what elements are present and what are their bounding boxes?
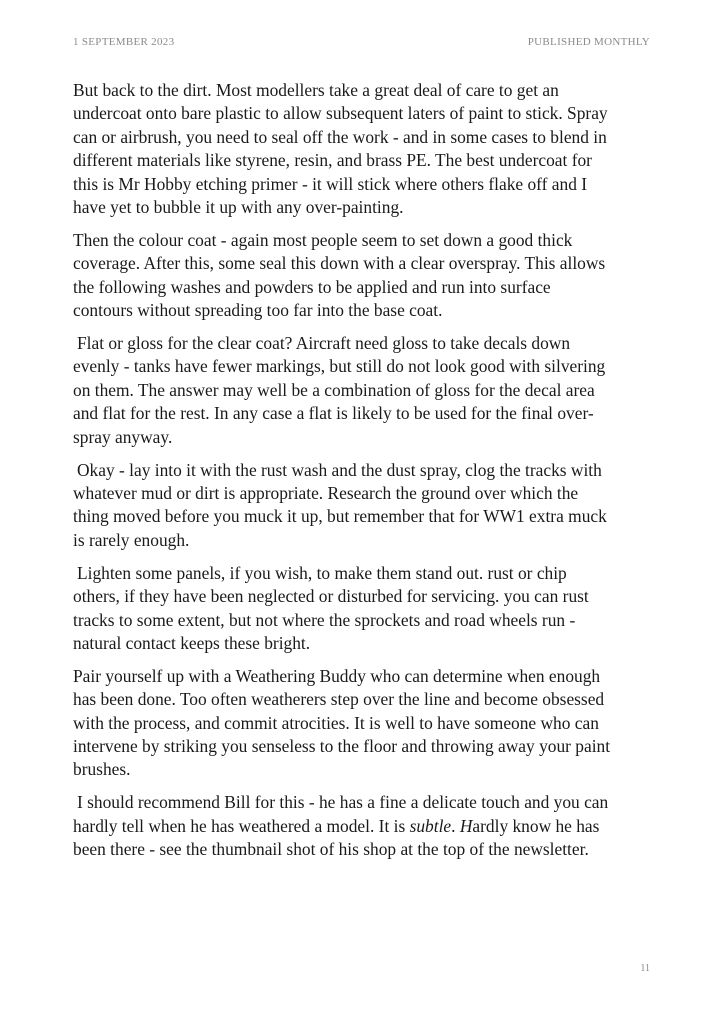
paragraph-colour-coat <box>73 229 658 323</box>
text-line: undercoat onto bare plastic to allow subsequent laters of paint to stick. Spray <box>73 103 608 124</box>
text-line: the following washes and powders to be applied and run into surface <box>73 276 551 297</box>
emphasis-subtle: subtle <box>409 815 452 836</box>
text-line: intervene by striking you senseless to the floor and throwing away your paint <box>73 736 611 757</box>
text-line: contours without spreading too far into the base coat. <box>73 300 443 321</box>
publication-date: 1 SEPTEMBER 2023 <box>73 36 175 48</box>
text-line: brushes. <box>73 759 131 780</box>
text-line: Okay - lay into it with the rust wash and the dust spray, clog the tracks with <box>77 459 602 480</box>
text-line: spray anyway. <box>73 426 173 447</box>
text-line: others, if they have been neglected or disturbed for servicing. you can rust <box>73 586 589 607</box>
text-line: coverage. After this, some seal this down with a clear overspray. This allows <box>73 253 606 274</box>
paragraph-rust-wash <box>73 459 658 553</box>
text-line: Flat or gloss for the clear coat? Aircraft need gloss to take decals down <box>77 333 571 354</box>
text-line <box>73 815 658 838</box>
text-line: with the process, and commit atrocities. It is well to have someone who can <box>73 712 599 733</box>
text-line: evenly - tanks have fewer markings, but still do not look good with silvering <box>73 356 606 377</box>
text-line: been there - see the thumbnail shot of his shop at the top of the newsletter. <box>73 839 589 860</box>
text-line: thing moved before you muck it up, but remember that for WW1 extra muck <box>73 506 607 527</box>
text-line: this is Mr Hobby etching primer - it will stick where others flake off and I <box>73 173 588 194</box>
text-line: has been done. Too often weatherers step over the line and become obsessed <box>73 689 605 710</box>
text-line: Lighten some panels, if you wish, to make them stand out. rust or chip <box>77 562 567 583</box>
text-line: and flat for the rest. In any case a flat is likely to be used for the final over- <box>73 403 594 424</box>
text-segment: hardly tell when he has weathered a model. It is <box>73 815 410 836</box>
paragraph-clear-coat <box>73 332 658 449</box>
emphasis-h: H <box>459 815 473 836</box>
text-line: whatever mud or dirt is appropriate. Research the ground over which the <box>73 483 579 503</box>
text-line: have yet to bubble it up with any over-painting. <box>73 197 404 218</box>
text-line: tracks to some extent, but not where the sprockets and road wheels run - <box>73 609 576 630</box>
publication-frequency: PUBLISHED MONTHLY <box>527 36 650 48</box>
text-line: I should recommend Bill for this - he has a fine a delicate touch and you can <box>77 792 609 813</box>
text-line: is rarely enough. <box>73 529 190 550</box>
paragraph-lighten-panels <box>73 562 658 656</box>
text-line: Then the colour coat - again most people seem to set down a good thick <box>73 229 573 250</box>
page-number: 11 <box>640 963 650 974</box>
text-line: Pair yourself up with a Weathering Buddy who can determine when enough <box>73 665 601 686</box>
paragraph-weathering-buddy <box>73 665 658 782</box>
paragraph-recommend-bill <box>73 791 658 861</box>
text-line: natural contact keeps these bright. <box>73 632 311 653</box>
page-header <box>73 36 650 52</box>
text-line: But back to the dirt. Most modellers take a great deal of care to get an <box>73 80 559 100</box>
paragraph-undercoat <box>73 79 658 219</box>
text-line: can or airbrush, you need to seal off the work - and in some cases to blend in <box>73 126 607 147</box>
article-body <box>73 79 658 871</box>
text-line: different materials like styrene, resin, and brass PE. The best undercoat for <box>73 150 592 171</box>
text-segment: . <box>451 815 460 836</box>
text-line: on them. The answer may well be a combination of gloss for the decal area <box>73 379 595 400</box>
text-segment: ardly know he has <box>472 815 600 836</box>
